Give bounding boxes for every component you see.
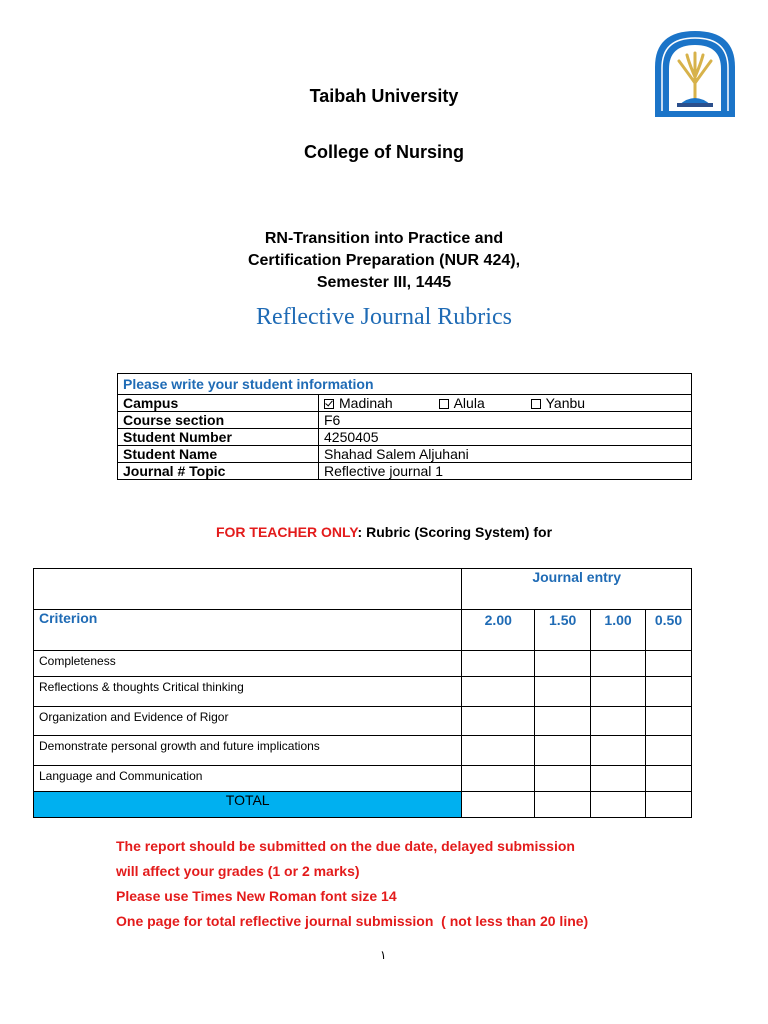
checkbox-icon[interactable]: [531, 399, 541, 409]
checkbox-icon[interactable]: [439, 399, 449, 409]
rubric-corner-cell: [34, 569, 462, 610]
student-info-table: [117, 373, 692, 480]
criterion-language: Language and Communication: [34, 766, 462, 792]
score-cell[interactable]: [535, 651, 591, 677]
score-header-1-00: 1.00: [591, 610, 646, 651]
score-header-2-00: 2.00: [462, 610, 535, 651]
info-row: [118, 463, 692, 480]
total-cell[interactable]: [535, 792, 591, 818]
page-number: ١: [380, 948, 387, 962]
score-cell[interactable]: [535, 766, 591, 792]
university-name: Taibah University: [309, 86, 459, 106]
campus-option-label: Yanbu: [545, 395, 586, 411]
student-name-label: Student Name: [118, 446, 319, 463]
course-title: [0, 228, 768, 294]
campus-option-alula[interactable]: [439, 395, 485, 411]
criterion-personal-growth: Demonstrate personal growth and future implications: [34, 736, 462, 766]
score-cell[interactable]: [646, 766, 692, 792]
score-cell[interactable]: [646, 736, 692, 766]
score-cell[interactable]: [462, 651, 535, 677]
score-cell[interactable]: [535, 677, 591, 707]
score-cell[interactable]: [591, 651, 646, 677]
total-row: [34, 792, 692, 818]
criterion-header: Criterion: [34, 610, 462, 651]
note-line: The report should be submitted on the due date, delayed submission: [116, 838, 575, 854]
campus-label: Campus: [118, 395, 319, 412]
course-section-label: Course section: [118, 412, 319, 429]
checked-checkbox-icon[interactable]: [324, 399, 334, 409]
student-info-header: Please write your student information: [118, 374, 692, 395]
score-cell[interactable]: [535, 707, 591, 736]
note-line: One page for total reflective journal submission ( not less than 20 line): [116, 913, 589, 929]
total-label: TOTAL: [34, 792, 462, 818]
submission-notes: [116, 834, 588, 934]
criterion-reflections: Reflections & thoughts Critical thinking: [34, 677, 462, 707]
total-cell[interactable]: [462, 792, 535, 818]
score-header-0-50: 0.50: [646, 610, 692, 651]
college-name: College of Nursing: [303, 142, 464, 162]
score-cell[interactable]: [462, 736, 535, 766]
student-number-value[interactable]: 4250405: [319, 429, 692, 446]
table-row: [34, 736, 692, 766]
score-cell[interactable]: [462, 677, 535, 707]
campus-row: [118, 395, 692, 412]
table-row: [34, 651, 692, 677]
teacher-note: [0, 524, 768, 540]
criterion-organization: Organization and Evidence of Rigor: [34, 707, 462, 736]
info-row: [118, 412, 692, 429]
score-cell[interactable]: [591, 707, 646, 736]
course-line-3: Semester III, 1445: [316, 274, 452, 291]
campus-options: [319, 395, 692, 412]
course-section-value[interactable]: F6: [319, 412, 692, 429]
score-cell[interactable]: [646, 677, 692, 707]
rubric-caption: : Rubric (Scoring System) for: [357, 524, 553, 540]
document-title: Reflective Journal Rubrics: [256, 304, 512, 330]
score-cell[interactable]: [535, 736, 591, 766]
campus-option-label: Alula: [453, 395, 485, 411]
score-cell[interactable]: [646, 707, 692, 736]
campus-option-madinah[interactable]: [324, 395, 393, 411]
score-cell[interactable]: [591, 736, 646, 766]
score-cell[interactable]: [646, 651, 692, 677]
campus-option-yanbu[interactable]: [531, 395, 585, 411]
total-cell[interactable]: [591, 792, 646, 818]
score-cell[interactable]: [591, 677, 646, 707]
table-row: [34, 677, 692, 707]
note-line: will affect your grades (1 or 2 marks): [116, 863, 360, 879]
journal-topic-label: Journal # Topic: [118, 463, 319, 480]
score-cell[interactable]: [591, 766, 646, 792]
course-line-2: Certification Preparation (NUR 424),: [247, 252, 521, 269]
total-cell[interactable]: [646, 792, 692, 818]
journal-topic-value[interactable]: Reflective journal 1: [319, 463, 692, 480]
teacher-only-label: FOR TEACHER ONLY: [215, 524, 358, 540]
table-row: [34, 707, 692, 736]
info-row: [118, 429, 692, 446]
info-row: [118, 446, 692, 463]
rubric-table: [33, 568, 692, 818]
score-header-1-50: 1.50: [535, 610, 591, 651]
note-line: Please use Times New Roman font size 14: [116, 888, 397, 904]
criterion-completeness: Completeness: [34, 651, 462, 677]
campus-option-label: Madinah: [339, 395, 393, 411]
score-cell[interactable]: [462, 766, 535, 792]
student-name-value[interactable]: Shahad Salem Aljuhani: [319, 446, 692, 463]
table-row: [34, 766, 692, 792]
journal-entry-header: Journal entry: [462, 569, 692, 610]
student-number-label: Student Number: [118, 429, 319, 446]
score-cell[interactable]: [462, 707, 535, 736]
course-line-1: RN-Transition into Practice and: [264, 230, 504, 247]
